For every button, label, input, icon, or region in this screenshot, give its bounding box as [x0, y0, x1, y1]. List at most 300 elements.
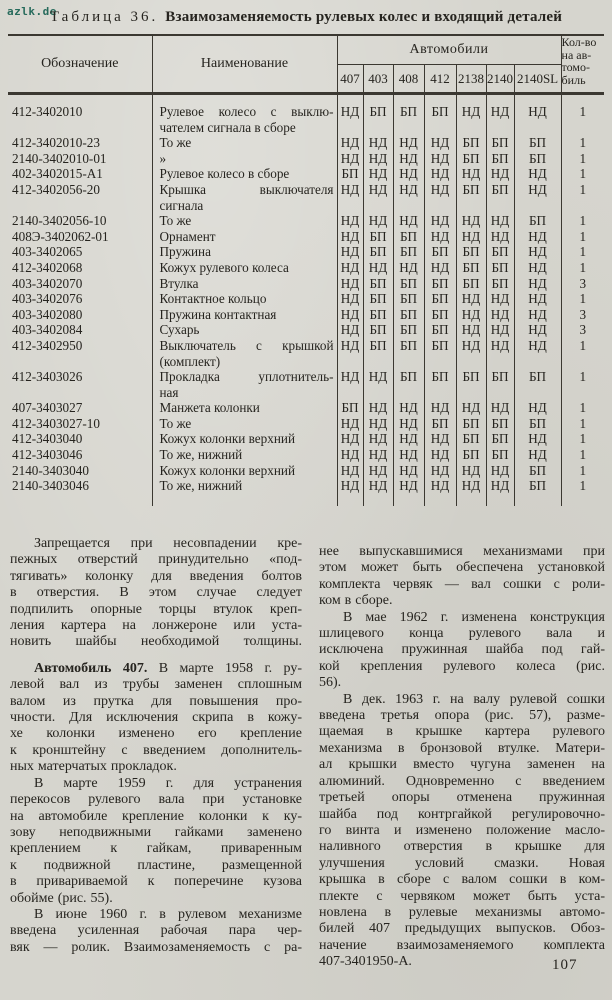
value-cell: БП — [424, 322, 456, 338]
value-cell: БП — [393, 322, 424, 338]
table-caption-number: Таблица 36. — [49, 9, 159, 25]
value-cell: НД — [514, 276, 561, 292]
value-cell: НД — [393, 151, 424, 167]
value-cell: БП — [456, 276, 486, 292]
code-cell: 2140-3403046 — [12, 478, 89, 494]
code-cell: 403-3402076 — [12, 291, 83, 307]
text-line: В марте 1959 г. для устранения — [34, 775, 302, 791]
value-cell: НД — [424, 447, 456, 463]
name-line: То же — [159, 213, 192, 229]
qty-cell: 1 — [561, 182, 604, 213]
name-line: Кожух рулевого колеса — [159, 259, 289, 275]
value-cell: НД — [424, 478, 456, 506]
qty-header-line: Кол-во — [561, 35, 597, 49]
text-line: валом из прутка для повышения про- — [10, 693, 302, 709]
name-line: Рулевое колесо в сборе — [159, 166, 290, 182]
value-cell: НД — [456, 229, 486, 245]
value-cell: НД — [337, 213, 363, 229]
code-cell: 412-3403026 — [12, 369, 83, 385]
table-row — [8, 338, 604, 369]
name-line: » — [159, 150, 167, 166]
name-line: (комплект) — [159, 353, 221, 369]
text-line: на автомобиле крепление колонки к ку- — [10, 808, 302, 824]
value-cell: НД — [424, 431, 456, 447]
value-cell: НД — [514, 260, 561, 276]
text-column-left — [10, 536, 302, 956]
value-cell: БП — [456, 447, 486, 463]
model-header: 403 — [363, 65, 393, 94]
value-cell: НД — [456, 322, 486, 338]
name-line: Орнамент — [159, 228, 216, 244]
value-cell: БП — [363, 94, 393, 136]
value-cell: НД — [337, 276, 363, 292]
name-line: То же — [159, 135, 192, 151]
value-cell: НД — [486, 213, 514, 229]
watermark-text: azlk.de — [7, 5, 57, 18]
qty-cell: 1 — [561, 338, 604, 369]
value-cell: НД — [456, 166, 486, 182]
value-cell: НД — [337, 260, 363, 276]
table-row — [8, 213, 604, 229]
qty-header-line: биль — [561, 72, 586, 87]
text-line: ных матерчатых прокладок. — [10, 759, 177, 775]
model-header: 2140 — [486, 65, 514, 94]
value-cell: НД — [337, 369, 363, 400]
value-cell: БП — [456, 431, 486, 447]
text-line: ком в сборе. — [319, 593, 393, 609]
table-row — [8, 416, 604, 432]
table-row — [8, 182, 604, 213]
value-cell: НД — [393, 260, 424, 276]
text-line: к подвижной пластине, размещенной — [10, 857, 302, 873]
col-header-cars: Автомобили — [337, 35, 561, 65]
value-cell: БП — [424, 94, 456, 136]
qty-cell: 1 — [561, 260, 604, 276]
code-cell: 412-3402010-23 — [12, 135, 100, 151]
value-cell: БП — [486, 151, 514, 167]
paragraph — [10, 536, 302, 651]
code-cell: 403-3402084 — [12, 322, 83, 338]
value-cell: НД — [393, 447, 424, 463]
value-cell: НД — [337, 151, 363, 167]
value-cell: НД — [514, 400, 561, 416]
name-cell — [152, 276, 337, 292]
name-cell — [152, 260, 337, 276]
value-cell: БП — [486, 244, 514, 260]
text-line: зову неподвижными гайками заменено — [10, 824, 302, 840]
value-cell: БП — [514, 369, 561, 400]
value-cell: НД — [363, 151, 393, 167]
name-line: Пружина контактная — [159, 306, 277, 322]
value-cell: НД — [393, 135, 424, 151]
text-line: В июне 1960 г. в рулевом механизме — [34, 906, 302, 922]
text-line: креплением к гайкам, приваренным — [10, 841, 302, 857]
text-line: подпилить опорные торцы втулок креп- — [10, 601, 302, 617]
value-cell: БП — [393, 307, 424, 323]
text-line: улучшения условий смазки. Новая — [319, 855, 605, 871]
paragraph — [10, 907, 302, 956]
code-cell: 408Э-3402062-01 — [12, 228, 109, 244]
value-cell: БП — [424, 369, 456, 400]
text-line: шайба под контргайкой регулировочно- — [319, 806, 605, 822]
value-cell: НД — [456, 400, 486, 416]
name-cell — [152, 291, 337, 307]
value-cell: БП — [486, 431, 514, 447]
value-cell: НД — [393, 400, 424, 416]
value-cell: БП — [486, 369, 514, 400]
paragraph — [319, 544, 605, 610]
value-cell: БП — [486, 447, 514, 463]
value-cell: НД — [393, 166, 424, 182]
table-row — [8, 229, 604, 245]
value-cell: БП — [393, 244, 424, 260]
value-cell: НД — [456, 94, 486, 136]
qty-cell: 1 — [561, 135, 604, 151]
table-caption — [0, 9, 612, 26]
text-line: В мае 1962 г. изменена конструкция — [343, 609, 605, 625]
value-cell: НД — [337, 182, 363, 213]
code-cell: 403-3402065 — [12, 244, 83, 260]
code-cell: 407-3403027 — [12, 400, 83, 416]
qty-cell: 1 — [561, 151, 604, 167]
model-header: 407 — [337, 65, 363, 94]
qty-header-line: томо- — [561, 60, 590, 75]
name-line: Контактное кольцо — [159, 291, 267, 307]
text-line: щаемая в крышке картера рулевого — [319, 724, 605, 740]
table-row — [8, 260, 604, 276]
table-row — [8, 276, 604, 292]
value-cell: НД — [393, 478, 424, 506]
text-line: алюминий. Одновременно с введением — [319, 773, 605, 789]
value-cell: БП — [363, 322, 393, 338]
text-line: ал крышки вместо чугуна заменен на — [319, 757, 605, 773]
value-cell: НД — [363, 416, 393, 432]
text-line: го винта и изменено положение масло- — [319, 822, 605, 838]
name-line: Втулка — [159, 275, 199, 291]
value-cell: НД — [393, 213, 424, 229]
value-cell: НД — [486, 400, 514, 416]
name-cell — [152, 463, 337, 479]
name-line: Кожух колонки верхний — [159, 431, 296, 447]
value-cell: НД — [363, 182, 393, 213]
qty-cell: 3 — [561, 322, 604, 338]
qty-cell: 1 — [561, 447, 604, 463]
text-line: этом может быть обеспечена установкой — [319, 560, 605, 576]
text-line: В дек. 1963 г. на валу рулевой сошки — [343, 691, 605, 707]
page-number: 107 — [552, 957, 578, 973]
name-cell — [152, 322, 337, 338]
value-cell: БП — [456, 135, 486, 151]
text-line: тягивать» колонку для введения болтов — [10, 568, 302, 584]
value-cell: БП — [337, 166, 363, 182]
value-cell: НД — [337, 244, 363, 260]
value-cell: БП — [456, 416, 486, 432]
qty-cell: 3 — [561, 276, 604, 292]
text-line: новлена в рулевые механизмы автомо- — [319, 904, 605, 920]
name-line: То же, нижний — [159, 447, 243, 463]
value-cell: НД — [363, 431, 393, 447]
code-cell: 412-3402068 — [12, 259, 83, 275]
value-cell: НД — [424, 463, 456, 479]
value-cell: НД — [514, 229, 561, 245]
name-line: То же, нижний — [159, 478, 243, 494]
value-cell: НД — [424, 166, 456, 182]
value-cell: НД — [363, 135, 393, 151]
model-header: 408 — [393, 65, 424, 94]
value-cell: НД — [393, 431, 424, 447]
text-line: исключена пружинная шайба под гай- — [319, 642, 605, 658]
qty-cell: 1 — [561, 478, 604, 506]
name-line: Прокладка уплотнитель- — [159, 369, 334, 385]
col-header-qty — [561, 35, 604, 94]
text-line: пежных отверстий принудительно «под- — [10, 552, 302, 568]
text-line: к кронштейну с введением дополнитель- — [10, 742, 302, 758]
qty-cell: 1 — [561, 369, 604, 400]
table-row — [8, 291, 604, 307]
text-line: Автомобиль 407. В марте 1958 г. ру- — [34, 660, 302, 676]
value-cell: БП — [363, 229, 393, 245]
value-cell: БП — [393, 94, 424, 136]
table-body — [8, 94, 604, 506]
table-row — [8, 463, 604, 479]
code-cell: 402-3402015-А1 — [12, 166, 103, 182]
value-cell: НД — [363, 260, 393, 276]
paragraph — [10, 776, 302, 907]
value-cell: НД — [337, 229, 363, 245]
text-line: кой крепления рулевого колеса (рис. — [319, 658, 605, 674]
value-cell: БП — [393, 229, 424, 245]
bold-lead: Автомобиль 407. — [34, 660, 159, 676]
qty-cell: 1 — [561, 400, 604, 416]
value-cell: БП — [424, 244, 456, 260]
value-cell: НД — [337, 135, 363, 151]
value-cell: БП — [337, 400, 363, 416]
value-cell: БП — [486, 182, 514, 213]
value-cell: БП — [363, 291, 393, 307]
value-cell: БП — [424, 276, 456, 292]
value-cell: НД — [486, 478, 514, 506]
value-cell: НД — [363, 400, 393, 416]
value-cell: НД — [456, 463, 486, 479]
code-cell: 412-3402010 — [12, 104, 83, 119]
text-line: новить шайбы необходимой толщины. — [10, 634, 302, 650]
table-row — [8, 94, 604, 136]
table-row — [8, 244, 604, 260]
table-row — [8, 369, 604, 400]
text-line: хе колонки изменено его крепление — [10, 726, 302, 742]
text-line: левой вал из трубы заменен сплошным — [10, 677, 302, 693]
value-cell: НД — [424, 135, 456, 151]
text-line: вяк — ролик. Взаимозаменяемость с ра- — [10, 939, 302, 955]
value-cell: НД — [486, 463, 514, 479]
value-cell: НД — [514, 322, 561, 338]
name-line: Выключатель с крышкой — [159, 337, 334, 353]
value-cell: НД — [337, 338, 363, 369]
qty-cell: 1 — [561, 463, 604, 479]
value-cell: НД — [486, 229, 514, 245]
value-cell: НД — [514, 447, 561, 463]
value-cell: БП — [393, 276, 424, 292]
text-line: начение взаимозаменяемого комплекта — [319, 937, 605, 953]
value-cell: БП — [456, 244, 486, 260]
table-row — [8, 322, 604, 338]
value-cell: НД — [393, 182, 424, 213]
model-header: 2138 — [456, 65, 486, 94]
text-line: наливного отверстия в крышке для — [319, 839, 605, 855]
value-cell: НД — [393, 463, 424, 479]
qty-cell: 1 — [561, 431, 604, 447]
value-cell: БП — [514, 213, 561, 229]
paragraph — [10, 661, 302, 776]
text-line: введена третья опора (рис. 57), разме- — [319, 708, 605, 724]
value-cell: БП — [393, 338, 424, 369]
text-line: в отверстия. В этом случае следует — [10, 585, 302, 601]
text-line: плекте с червяком может быть уста- — [319, 888, 605, 904]
value-cell: НД — [456, 307, 486, 323]
value-cell: НД — [514, 431, 561, 447]
value-cell: НД — [514, 94, 561, 136]
text-line: третьей опоры отменена пружинная — [319, 790, 605, 806]
name-cell — [152, 307, 337, 323]
text-line: обойме (рис. 55). — [10, 890, 113, 906]
col-header-designation: Обозначение — [8, 35, 152, 94]
value-cell: БП — [456, 151, 486, 167]
value-cell: БП — [486, 416, 514, 432]
value-cell: БП — [456, 260, 486, 276]
text-line: шлицевого конца рулевого вала и — [319, 626, 605, 642]
name-cell — [152, 431, 337, 447]
text-line: перекосов рулевого вала при установке — [10, 792, 302, 808]
qty-cell: 1 — [561, 94, 604, 136]
value-cell: БП — [424, 416, 456, 432]
value-cell: НД — [486, 291, 514, 307]
value-cell: НД — [363, 463, 393, 479]
value-cell: НД — [424, 229, 456, 245]
name-cell — [152, 416, 337, 432]
value-cell: НД — [363, 447, 393, 463]
paragraph — [319, 692, 605, 971]
value-cell: НД — [337, 447, 363, 463]
model-header: 2140SL — [514, 65, 561, 94]
value-cell: НД — [486, 307, 514, 323]
text-column-right — [319, 544, 605, 971]
value-cell: НД — [486, 322, 514, 338]
text-line: 407-3401950-А. — [319, 954, 412, 970]
value-cell: БП — [456, 182, 486, 213]
value-cell: БП — [514, 463, 561, 479]
code-cell: 412-3402950 — [12, 337, 83, 353]
value-cell: НД — [514, 166, 561, 182]
value-cell: НД — [424, 260, 456, 276]
qty-cell: 1 — [561, 213, 604, 229]
code-cell: 2140-3403040 — [12, 462, 89, 478]
text-line: 56). — [319, 675, 342, 691]
name-cell — [152, 229, 337, 245]
value-cell: НД — [337, 291, 363, 307]
code-cell: 412-3403027-10 — [12, 415, 100, 431]
value-cell: БП — [363, 338, 393, 369]
value-cell: БП — [424, 338, 456, 369]
value-cell: НД — [337, 322, 363, 338]
value-cell: БП — [486, 276, 514, 292]
name-cell — [152, 478, 337, 506]
value-cell: НД — [363, 166, 393, 182]
value-cell: НД — [486, 166, 514, 182]
value-cell: БП — [486, 260, 514, 276]
value-cell: БП — [363, 244, 393, 260]
value-cell: НД — [363, 369, 393, 400]
name-cell — [152, 213, 337, 229]
value-cell: БП — [424, 307, 456, 323]
value-cell: БП — [393, 291, 424, 307]
text-line: билей 407 предыдущих выпусков. Обоз- — [319, 921, 605, 937]
name-line: Пружина — [159, 244, 211, 260]
value-cell: БП — [514, 478, 561, 506]
name-cell — [152, 244, 337, 260]
code-cell: 412-3403046 — [12, 447, 83, 463]
text-line: нее выпускавшимися механизмами при — [319, 544, 605, 559]
value-cell: НД — [456, 338, 486, 369]
text-line: крышка в сборе с валом сошки в ком- — [319, 872, 605, 888]
value-cell: БП — [456, 369, 486, 400]
name-cell — [152, 151, 337, 167]
qty-cell: 3 — [561, 307, 604, 323]
value-cell: НД — [337, 94, 363, 136]
value-cell: НД — [424, 151, 456, 167]
qty-cell: 1 — [561, 416, 604, 432]
value-cell: НД — [337, 431, 363, 447]
value-cell: БП — [486, 135, 514, 151]
value-cell: БП — [514, 135, 561, 151]
value-cell: НД — [337, 307, 363, 323]
qty-cell: 1 — [561, 244, 604, 260]
value-cell: НД — [424, 400, 456, 416]
value-cell: НД — [514, 307, 561, 323]
name-cell — [152, 94, 337, 136]
name-cell — [152, 369, 337, 400]
value-cell: БП — [363, 307, 393, 323]
value-cell: НД — [514, 291, 561, 307]
name-line: чателем сигнала в сборе — [159, 119, 296, 135]
value-cell: НД — [363, 478, 393, 506]
name-line: Манжета колонки — [159, 400, 260, 416]
name-line: Кожух колонки верхний — [159, 462, 296, 478]
code-cell: 412-3402056-20 — [12, 181, 100, 197]
code-cell: 403-3402070 — [12, 275, 83, 291]
table-row — [8, 447, 604, 463]
value-cell: НД — [424, 182, 456, 213]
value-cell: НД — [337, 463, 363, 479]
value-cell: БП — [514, 416, 561, 432]
text-line: ления картера на лонжероне или уста- — [10, 618, 302, 634]
name-cell — [152, 182, 337, 213]
table-row — [8, 478, 604, 506]
table-row — [8, 431, 604, 447]
name-line: То же — [159, 415, 192, 431]
model-header: 412 — [424, 65, 456, 94]
qty-header-line: на ав- — [561, 47, 592, 62]
value-cell: НД — [514, 244, 561, 260]
value-cell: НД — [337, 416, 363, 432]
value-cell: НД — [486, 94, 514, 136]
value-cell: НД — [514, 338, 561, 369]
name-line: сигнала — [159, 197, 204, 213]
name-cell — [152, 338, 337, 369]
text-line: введена усиленная рабочая пара чер- — [10, 923, 302, 939]
name-cell — [152, 166, 337, 182]
value-cell: НД — [456, 213, 486, 229]
qty-cell: 1 — [561, 229, 604, 245]
